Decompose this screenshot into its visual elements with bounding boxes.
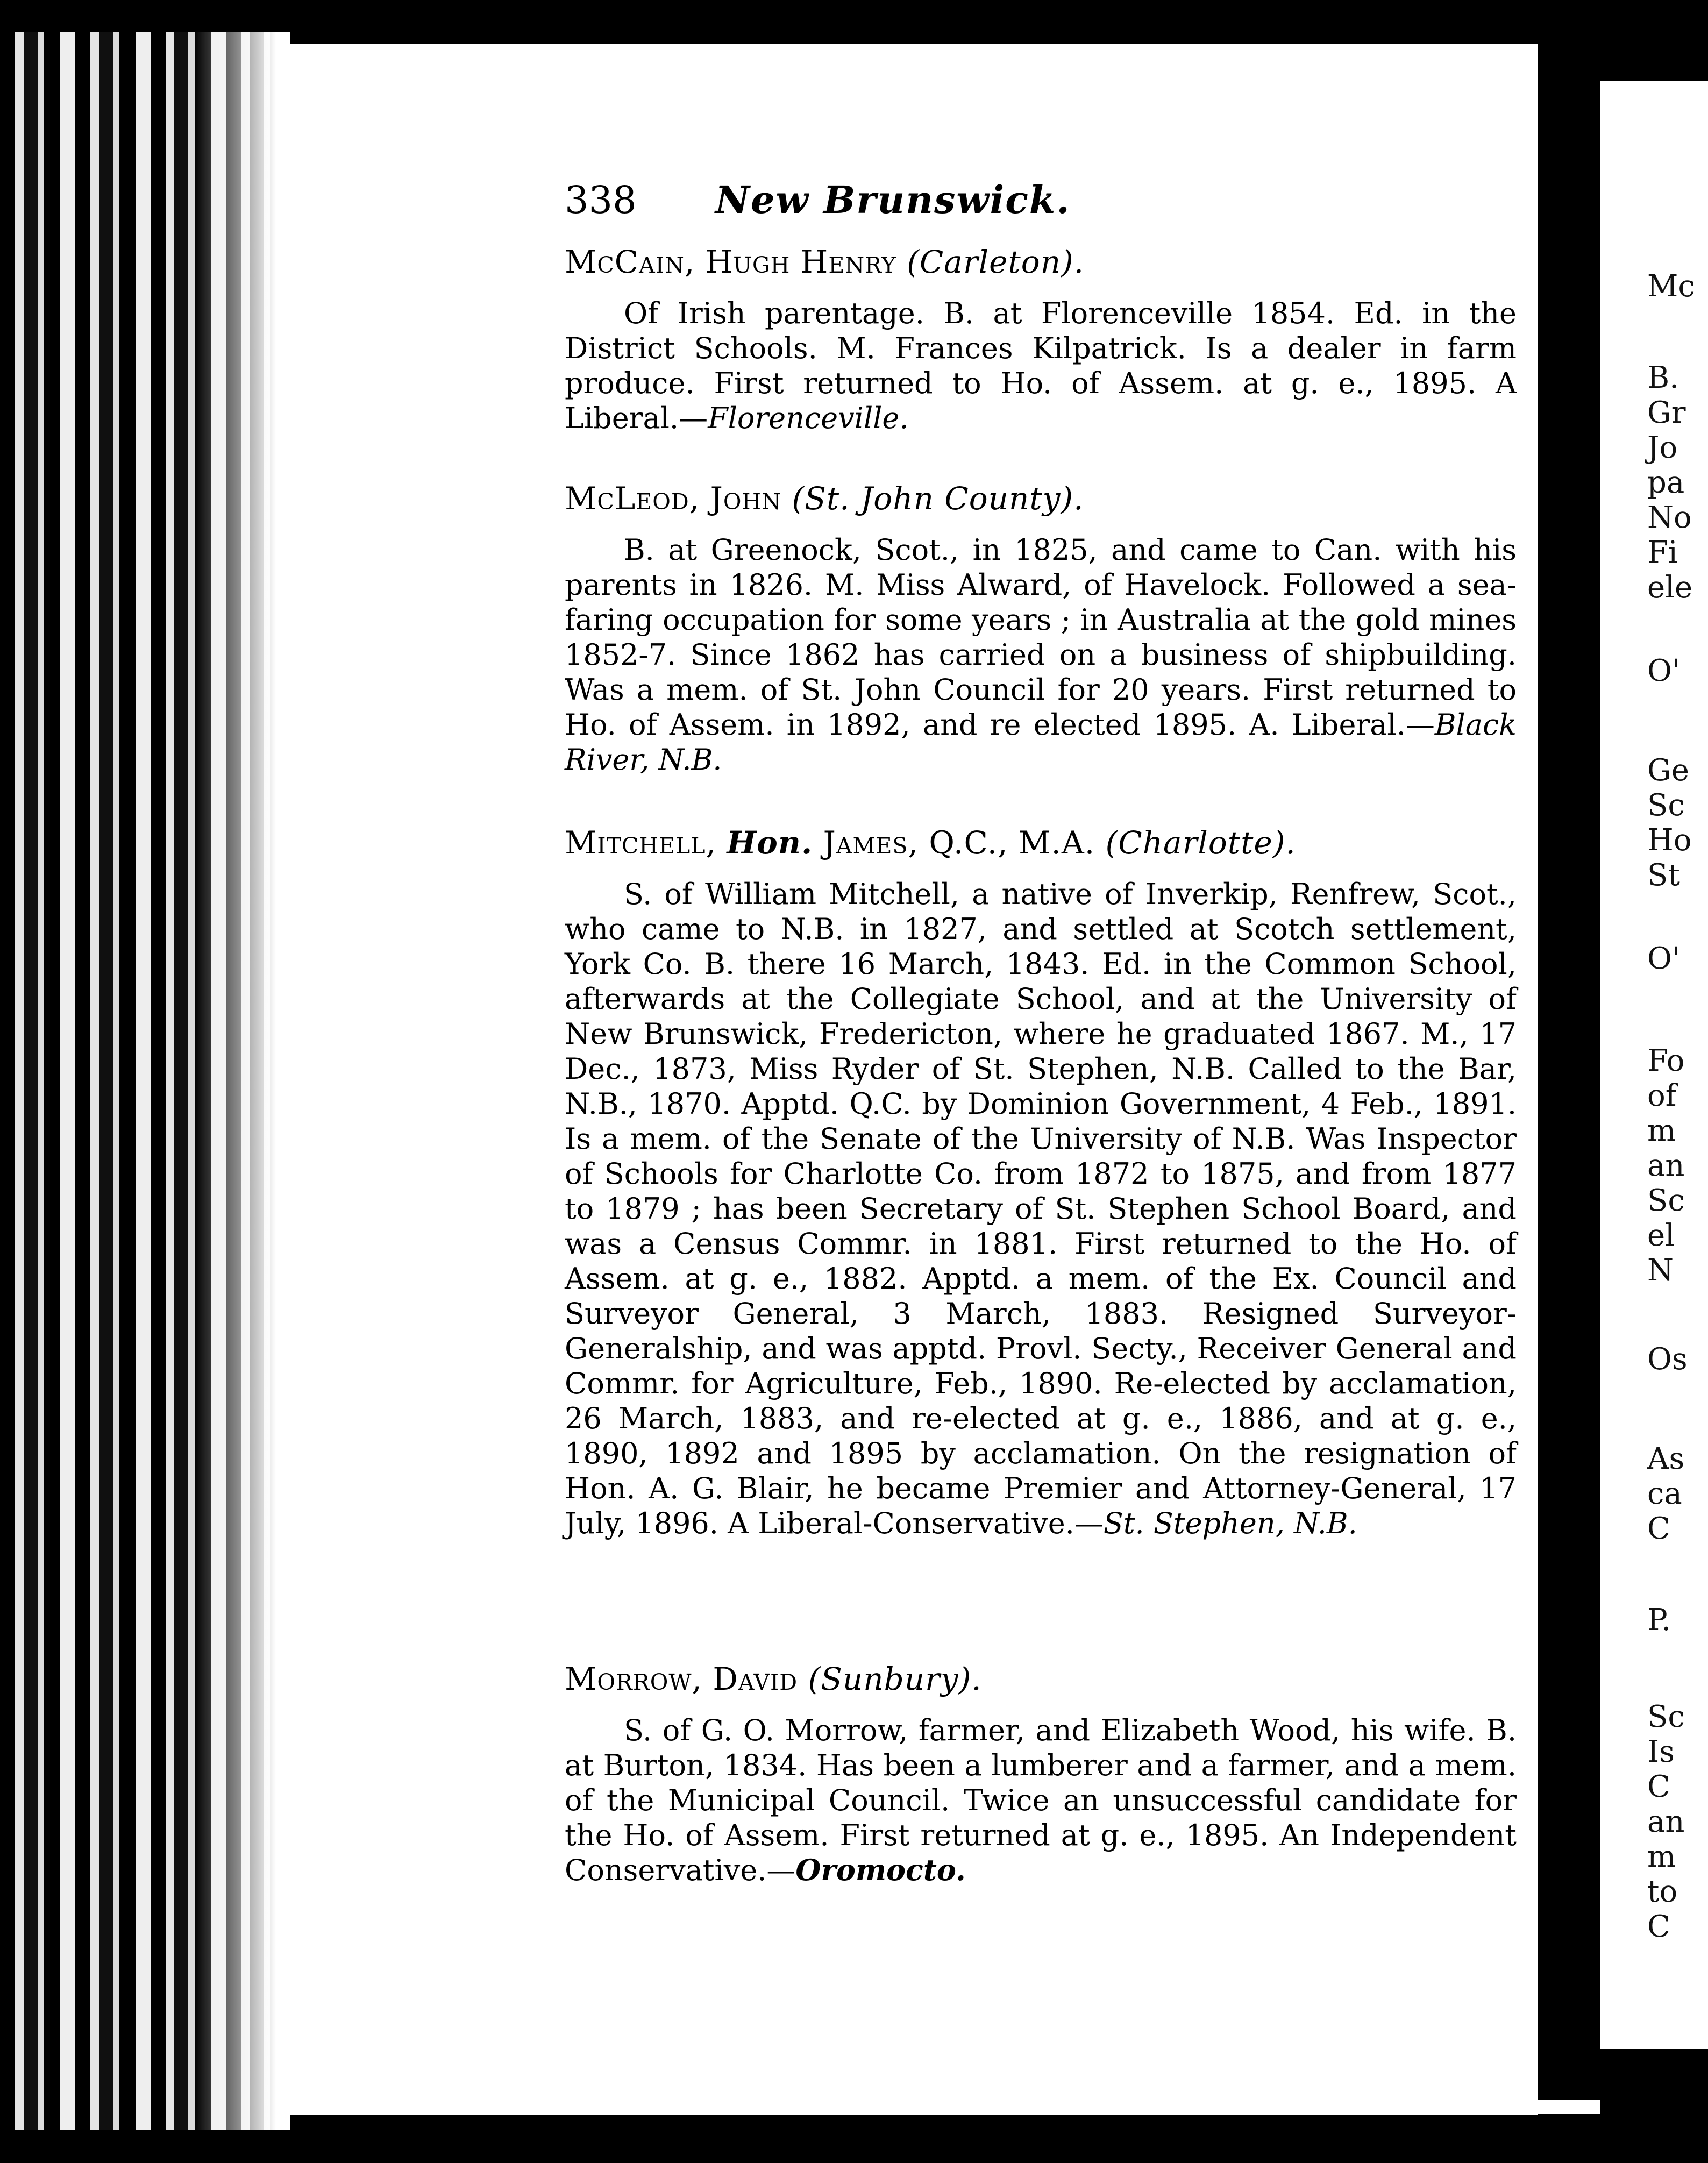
next-page-fragment: Sc xyxy=(1647,1183,1685,1218)
next-page-fragment: Sc xyxy=(1647,788,1685,823)
entry-constituency: (Sunbury). xyxy=(808,1661,982,1697)
next-page-fragment: C xyxy=(1647,1511,1670,1546)
next-page-fragment: C xyxy=(1647,1909,1670,1944)
entry-heading xyxy=(565,481,1517,516)
next-page-edge xyxy=(1600,81,1708,2049)
next-page-fragment: Is xyxy=(1647,1734,1675,1769)
entry-surname: Morrow, xyxy=(565,1661,702,1697)
entry-address: Florenceville. xyxy=(708,401,909,435)
next-page-fragment: St xyxy=(1647,858,1680,893)
entry-given-name: David xyxy=(713,1661,798,1697)
entry xyxy=(565,481,1517,777)
next-page-fragment: O' xyxy=(1647,941,1681,976)
next-page-fragment: ele xyxy=(1647,570,1693,605)
entry-given-name: James, Q.C., M.A. xyxy=(823,824,1095,861)
entry-biography xyxy=(565,1713,1517,1888)
next-page-fragment: m xyxy=(1647,1113,1676,1148)
next-page-fragment: P. xyxy=(1647,1603,1671,1638)
entry-biography-text: S. of G. O. Morrow, farmer, and Elizabeth Wood, his wife. B. at Burton, 1834. Has been a lumberer and a farmer, and a mem. of the Municipal Council. Twice an unsuccessful candidate for the Ho. of Assem. First returned at g. e., 1895. An Independent Conservative.— xyxy=(565,1713,1517,1887)
next-page-fragment: ca xyxy=(1647,1476,1682,1511)
page-number: 338 xyxy=(565,178,637,222)
next-page-fragment: Os xyxy=(1647,1342,1688,1377)
entry-biography xyxy=(565,877,1517,1541)
next-page-fragment: Ho xyxy=(1647,823,1692,858)
next-page-fragment: el xyxy=(1647,1218,1675,1253)
entry-constituency: (Carleton). xyxy=(907,244,1085,280)
next-page-fragment: Jo xyxy=(1647,430,1678,465)
entry-biography xyxy=(565,532,1517,777)
entry xyxy=(565,245,1517,436)
next-page-fragment: N xyxy=(1647,1253,1674,1288)
entry-address: Black River, N.B. xyxy=(565,708,1517,777)
next-page-fragment: Fi xyxy=(1647,535,1678,570)
entry-heading xyxy=(565,245,1517,280)
next-page-fragment: Ge xyxy=(1647,753,1689,788)
next-page-fragment: C xyxy=(1647,1769,1670,1804)
next-page-fragment: No xyxy=(1647,500,1692,535)
entry-biography-text: Of Irish parentage. B. at Florenceville 1854. Ed. in the District Schools. M. Frances Kilpatrick. Is a dealer in farm produce. First returned to Ho. of Assem. at g. e., 1895. A Liberal.— xyxy=(565,296,1517,435)
entry-given-name: Hugh Henry xyxy=(705,244,896,280)
next-page-fragment: O' xyxy=(1647,653,1681,688)
entry-address: Oromocto. xyxy=(795,1853,966,1887)
next-page-fragment: pa xyxy=(1647,465,1685,500)
next-page-fragment: Gr xyxy=(1647,395,1686,430)
gutter-shadow xyxy=(194,32,290,2130)
entry-biography xyxy=(565,296,1517,436)
next-page-fragment: Fo xyxy=(1647,1043,1685,1078)
running-title: New Brunswick. xyxy=(715,177,1071,222)
entry-surname: McLeod, xyxy=(565,480,700,517)
next-page-fragment: Mc xyxy=(1647,269,1695,304)
entry-heading xyxy=(565,1662,1517,1697)
entry-biography-text: B. at Greenock, Scot., in 1825, and came to Can. with his parents in 1826. M. Miss Alward, of Havelock. Followed a sea-faring occupation for some years ; in Australia at the gold mines 1852-7. Since 1862 has carried on a business of shipbuilding. Was a mem. of St. John Council for 20 years. First returned to Ho. of Assem. in 1892, and re elected 1895. A. Liberal.— xyxy=(565,533,1517,742)
next-page-fragment: to xyxy=(1647,1874,1678,1909)
page-header xyxy=(565,177,1210,222)
next-page-fragment: of xyxy=(1647,1078,1677,1113)
next-page-fragment: B. xyxy=(1647,360,1679,395)
next-page-fragment: an xyxy=(1647,1148,1685,1183)
entry-surname: McCain, xyxy=(565,244,695,280)
entry xyxy=(565,1662,1517,1888)
entry-constituency: (St. John County). xyxy=(792,480,1084,517)
next-page-fragment: As xyxy=(1647,1441,1685,1476)
entry-biography-text: S. of William Mitchell, a native of Inverkip, Renfrew, Scot., who came to N.B. in 1827, and settled at Scotch settlement, York Co. B. there 16 March, 1843. Ed. in the Common School, afterwards at the Collegiate School, and at the University of New Brunswick, Fredericton, where he graduated 1867. M., 17 Dec., 1873, Miss Ryder of St. Stephen, N.B. Called to the Bar, N.B., 1870. Apptd. Q.C. by Dominion Government, 4 Feb., 1891. Is a mem. of the Senate of the University of N.B. Was Inspector of Schools for Charlotte Co. from 1872 to 1875, and from 1877 to 1879 ; has been Secretary of St. Stephen School Board, and was a Census Commr. in 1881. First returned to the Ho. of Assem. at g. e., 1882. Apptd. a mem. of the Ex. Council and Surveyor General, 3 March, 1883. Resigned Surveyor-Generalship, and was apptd. Provl. Secty., Receiver General and Commr. for Agriculture, Feb., 1890. Re-elected by acclamation, 26 March, 1883, and re-elected at g. e., 1886, and at g. e., 1890, 1892 and 1895 by acclamation. On the resignation of Hon. A. G. Blair, he became Premier and Attorney-General, 17 July, 1896. A Liberal-Conservative.— xyxy=(565,877,1517,1540)
entry-heading xyxy=(565,826,1517,860)
entry-constituency: (Charlotte). xyxy=(1105,824,1296,861)
page-bottom-edge xyxy=(280,2100,1600,2114)
next-page-fragment: Sc xyxy=(1647,1699,1685,1734)
entry-surname: Mitchell, xyxy=(565,824,716,861)
entry-address: St. Stephen, N.B. xyxy=(1103,1506,1357,1540)
entry xyxy=(565,826,1517,1541)
next-page-fragment: an xyxy=(1647,1804,1685,1839)
entry-given-name: John xyxy=(710,480,782,517)
next-page-fragment: m xyxy=(1647,1839,1676,1874)
entry-honorific: Hon. xyxy=(727,824,813,861)
